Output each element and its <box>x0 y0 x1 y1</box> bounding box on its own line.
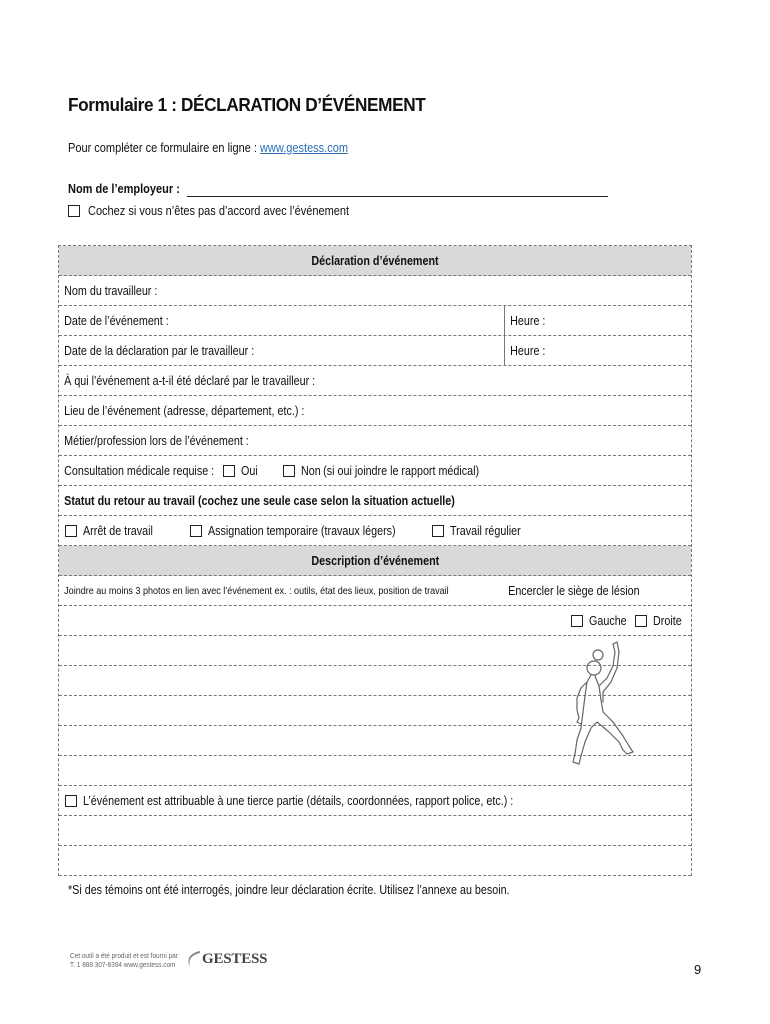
declaration-date-field[interactable] <box>59 336 505 365</box>
medical-no-checkbox[interactable] <box>283 465 295 477</box>
work-stop-option[interactable] <box>65 524 164 538</box>
temp-assignment-checkbox[interactable] <box>190 525 202 537</box>
medical-row <box>59 456 691 486</box>
employer-name-field[interactable] <box>187 196 608 197</box>
event-date-field[interactable] <box>59 306 505 335</box>
left-side-option[interactable] <box>571 614 633 628</box>
option-label: Oui <box>241 463 259 478</box>
option-label: Droite <box>653 613 682 628</box>
field-label: Statut du retour au travail (cochez une seule case selon la situation actuelle) <box>64 493 455 508</box>
option-label: Arrêt de travail <box>83 523 153 538</box>
return-status-heading <box>59 486 691 516</box>
medical-yes-checkbox[interactable] <box>223 465 235 477</box>
form-title: Formulaire 1 : DÉCLARATION D’ÉVÉNEMENT <box>68 94 426 115</box>
regular-work-checkbox[interactable] <box>432 525 444 537</box>
section-title: Déclaration d’événement <box>311 253 439 268</box>
field-label: Lieu de l’événement (adresse, département, etc.) : <box>64 403 305 418</box>
body-diagram-icon[interactable] <box>515 638 635 770</box>
temp-assignment-option[interactable] <box>190 524 426 538</box>
work-stop-checkbox[interactable] <box>65 525 77 537</box>
right-side-checkbox[interactable] <box>635 615 647 627</box>
third-party-line[interactable] <box>59 816 691 846</box>
gestess-logo <box>186 949 267 969</box>
event-date-row <box>59 306 691 336</box>
declaration-time-field[interactable] <box>505 336 691 365</box>
footer-credit <box>70 951 178 969</box>
medical-yes-option[interactable] <box>223 464 260 478</box>
field-label: Heure : <box>510 343 546 358</box>
declared-to-field[interactable] <box>59 366 691 396</box>
photos-row <box>59 576 691 606</box>
third-party-row <box>59 786 691 816</box>
field-label: Métier/profession lors de l’événement : <box>64 433 249 448</box>
disagree-checkbox[interactable] <box>68 205 80 217</box>
option-label: Non <box>300 463 321 478</box>
option-label: Gauche <box>589 613 627 628</box>
occupation-field[interactable] <box>59 426 691 456</box>
third-party-checkbox[interactable] <box>65 795 77 807</box>
declaration-form <box>58 245 692 876</box>
left-side-checkbox[interactable] <box>571 615 583 627</box>
field-label: Date de l’événement : <box>64 313 169 328</box>
right-side-option[interactable] <box>635 614 686 628</box>
field-label: À qui l’événement a-t-il été déclaré par le travailleur : <box>64 373 316 388</box>
description-line[interactable] <box>59 606 691 636</box>
employer-label: Nom de l’employeur : <box>68 182 180 196</box>
location-field[interactable] <box>59 396 691 426</box>
field-label: Consultation médicale requise : <box>64 463 215 478</box>
logo-text: GESTESS <box>202 950 268 967</box>
return-status-options <box>59 516 691 546</box>
page-number: 9 <box>694 962 702 977</box>
third-party-option[interactable] <box>65 794 583 808</box>
regular-work-option[interactable] <box>432 524 532 538</box>
intro-text: Pour compléter ce formulaire en ligne : <box>68 141 260 155</box>
declaration-date-row <box>59 336 691 366</box>
photos-note: Joindre au moins 3 photos en lien avec l’événement ex. : outils, état des lieux, position de travail <box>64 584 449 597</box>
section-header-declaration <box>59 246 691 276</box>
website-link[interactable]: www.gestess.com <box>259 141 349 155</box>
field-label: Date de la déclaration par le travailleur : <box>64 343 255 358</box>
worker-name-field[interactable] <box>59 276 691 306</box>
third-party-line[interactable] <box>59 846 691 876</box>
disagree-label: Cochez si vous n’êtes pas d’accord avec l’événement <box>88 204 350 218</box>
footer-contact: T. 1 888 307-8394 www.gestess.com <box>70 960 176 969</box>
option-label: Assignation temporaire (travaux légers) <box>208 523 396 538</box>
section-header-description <box>59 546 691 576</box>
event-time-field[interactable] <box>505 306 691 335</box>
logo-swoosh-icon <box>186 949 202 969</box>
field-label: Heure : <box>510 313 546 328</box>
circle-site-label: Encercler le siège de lésion <box>508 583 640 598</box>
disagree-option[interactable] <box>68 204 385 218</box>
intro-line <box>68 141 348 155</box>
option-label: L’événement est attribuable à une tierce partie (détails, coordonnées, rapport police, etc.) : <box>83 793 514 808</box>
section-title: Description d’événement <box>311 553 439 568</box>
field-label: Nom du travailleur : <box>64 283 158 298</box>
footer-line: Cet outil a été produit et est fourni par <box>70 951 178 960</box>
witness-footnote: *Si des témoins ont été interrogés, joindre leur déclaration écrite. Utilisez l’annexe au besoin. <box>68 883 510 897</box>
medical-note: (si oui joindre le rapport médical) <box>322 463 479 478</box>
option-label: Travail régulier <box>450 523 522 538</box>
